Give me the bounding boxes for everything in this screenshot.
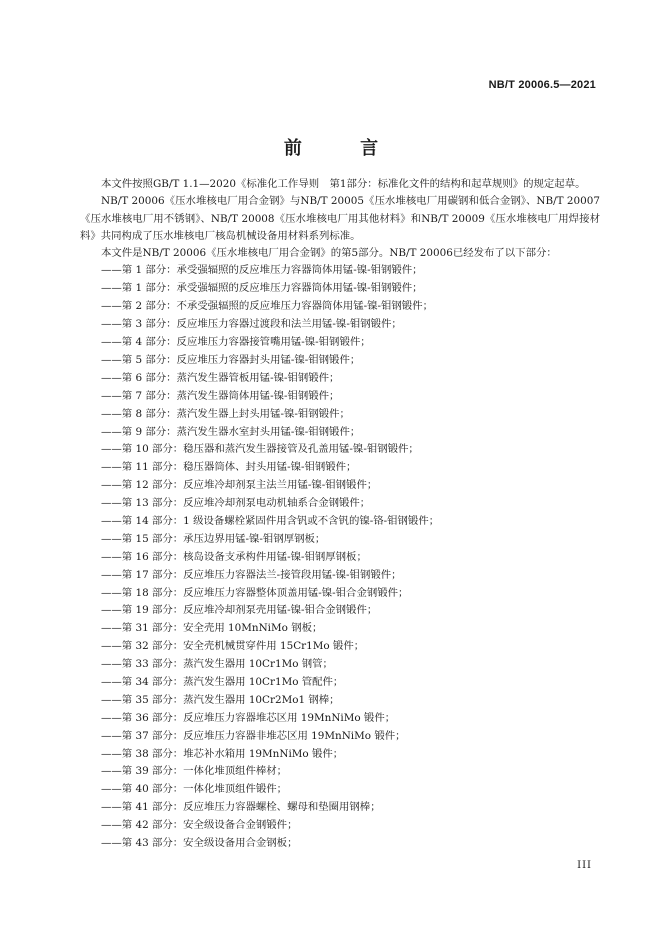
list-item: ——第 41 部分：反应堆压力容器螺栓、螺母和垫圈用钢棒； (101, 801, 381, 814)
list-item: ——第 11 部分：稳压器筒体、封头用锰-镍-钼钢锻件； (101, 461, 357, 474)
list-item: ——第 15 部分：承压边界用锰-镍-钼钢厚钢板； (101, 532, 326, 545)
list-item: ——第 14 部分：1 级设备螺栓紧固件用含钒或不含钒的镍-铬-钼钢锻件； (101, 514, 440, 527)
list-item: ——第 17 部分：反应堆压力容器法兰-接管段用锰-镍-钼钢锻件； (101, 568, 402, 581)
list-item: ——第 8 部分：蒸汽发生器上封头用锰-镍-钼钢锻件； (101, 407, 350, 420)
paragraph-series-description: NB/T 20006《压水堆核电厂用合金钢》与NB/T 20005《压水堆核电厂用碳钢和低合金钢》、NB/T 20007《压水堆核电厂用不锈钢》、NB/T 20008《压水堆核电厂用其他材料》和NB/T 20009《压水堆核电厂用焊接材料》共同构成了压水堆核电厂核岛机械设备用材料系列标准。 (80, 195, 600, 242)
list-item: ——第 37 部分：反应堆压力容器非堆芯区用 19MnNiMo 锻件； (101, 729, 406, 742)
document-code: NB/T 20006.5—2021 (488, 79, 596, 91)
list-item: ——第 33 部分：蒸汽发生器用 10Cr1Mo 钢管； (101, 658, 333, 671)
list-item: ——第 9 部分：蒸汽发生器水室封头用锰-镍-钼钢锻件； (101, 425, 361, 438)
list-item: ——第 19 部分：反应堆冷却剂泵壳用锰-镍-钼合金钢锻件； (101, 604, 378, 617)
paragraph-part-intro: 本文件是NB/T 20006《压水堆核电厂用合金钢》的第5部分。NB/T 20006已经发布了以下部分： (101, 247, 557, 260)
list-item: ——第 2 部分：不承受强辐照的反应堆压力容器筒体用锰-镍-钼钢锻件； (101, 300, 433, 313)
list-item: ——第 31 部分：安全壳用 10MnNiMo 钢板； (101, 622, 323, 635)
list-item: ——第 40 部分：一体化堆顶组件锻件； (101, 783, 288, 796)
list-item: ——第 42 部分：安全级设备合金钢锻件； (101, 819, 298, 832)
list-item: ——第 4 部分：反应堆压力容器接管嘴用锰-镍-钼钢锻件； (101, 336, 371, 349)
list-item: ——第 5 部分：反应堆压力容器封头用锰-镍-钼钢锻件； (101, 353, 361, 366)
list-item: ——第 1 部分：承受强辐照的反应堆压力容器筒体用锰-镍-钼钢锻件； (101, 264, 423, 277)
parts-list (80, 262, 600, 852)
list-item: ——第 7 部分：蒸汽发生器筒体用锰-镍-钼钢锻件； (101, 389, 340, 402)
list-item: ——第 6 部分：蒸汽发生器管板用锰-镍-钼钢锻件； (101, 371, 340, 384)
page-title: 前 言 (283, 138, 405, 159)
list-item: ——第 36 部分：反应堆压力容器堆芯区用 19MnNiMo 锻件； (101, 711, 396, 724)
list-item: ——第 39 部分：一体化堆顶组件棒材； (101, 765, 288, 778)
list-item: ——第 38 部分：堆芯补水箱用 19MnNiMo 锻件； (101, 747, 344, 760)
paragraph-drafting-rules: 本文件按照GB/T 1.1—2020《标准化工作导则 第1部分：标准化文件的结构和起草规则》的规定起草。 (101, 178, 586, 190)
list-item: ——第 3 部分：反应堆压力容器过渡段和法兰用锰-镍-钼钢锻件； (101, 318, 402, 331)
list-item: ——第 35 部分：蒸汽发生器用 10Cr2Mo1 钢棒； (101, 693, 340, 706)
list-item: ——第 13 部分：反应堆冷却剂泵电动机轴系合金钢锻件； (101, 497, 371, 510)
list-item: ——第 18 部分：反应堆压力容器整体顶盖用锰-镍-钼合金钢锻件； (101, 586, 409, 599)
list-item: ——第 34 部分：蒸汽发生器用 10Cr1Mo 管配件； (101, 675, 344, 688)
list-item: ——第 16 部分：核岛设备支承构件用锰-镍-钼钢厚钢板； (101, 550, 367, 563)
list-item: ——第 10 部分：稳压器和蒸汽发生器接管及孔盖用锰-镍-钼钢锻件； (101, 443, 419, 456)
list-item: ——第 43 部分：安全级设备用合金钢板； (101, 836, 298, 849)
list-item: ——第 1 部分：承受强辐照的反应堆压力容器筒体用锰-镍-钼钢锻件； (101, 282, 423, 295)
page-number: III (577, 860, 592, 871)
list-item: ——第 12 部分：反应堆冷却剂泵主法兰用锰-镍-钼钢锻件； (101, 479, 378, 492)
list-item: ——第 32 部分：安全壳机械贯穿件用 15Cr1Mo 锻件； (101, 640, 365, 653)
foreword-body (80, 176, 600, 853)
